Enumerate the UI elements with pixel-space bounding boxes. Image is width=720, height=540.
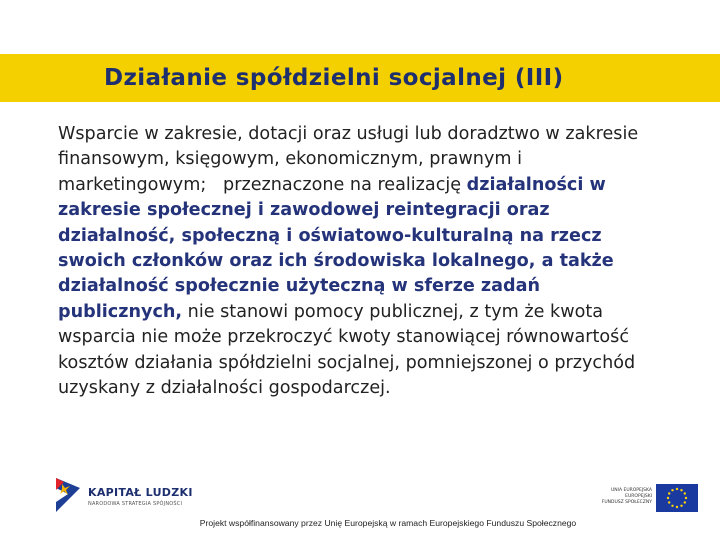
kapital-ludzki-title: KAPITAŁ LUDZKI — [88, 486, 193, 499]
eu-flag-icon — [656, 484, 698, 512]
eu-logo — [598, 482, 698, 514]
footer-note: Projekt współfinansowany przez Unię Europejską w ramach Europejskiego Funduszu Społecznego — [199, 518, 577, 528]
eu-logo-line-3: FUNDUSZ SPOŁECZNY — [601, 500, 652, 505]
kapital-ludzki-logo — [52, 476, 202, 516]
slide-title: Działanie spółdzielni socjalnej (III) — [104, 65, 564, 91]
eu-logo-line-2: EUROPEJSKI — [625, 494, 652, 499]
eu-logo-text — [592, 488, 652, 506]
body-text-highlight: działalności w zakresie społecznej i zawodowej reintegracji oraz działalność, społeczną i oświatowo-kulturalną na rzecz swoich członków oraz ich środowiska lokalnego, a także działalność społecznie użyteczną w sferze zadań publicznych, — [58, 174, 614, 322]
eu-logo-line-1: UNIA EUROPEJSKA — [611, 488, 652, 493]
kapital-ludzki-subtitle: NARODOWA STRATEGIA SPÓJNOŚCI — [88, 501, 183, 507]
title-bar — [0, 54, 720, 102]
body-text-intro: Wsparcie w zakresie, dotacji oraz usługi lub doradztwo w zakresie finansowym, księgowym, ekonomicznym, prawnym i marketingowym; przeznaczone na realizację — [58, 124, 639, 195]
slide-body — [58, 122, 658, 401]
kapital-ludzki-icon — [52, 476, 82, 514]
body-text-conclusion: nie stanowi pomocy publicznej, z tym że kwota wsparcia nie może przekroczyć kwoty stanowiącej równowartość kosztów działania spółdzielni socjalnej, pomniejszonej o przychód uzyskany z działalności gospodarczej. — [58, 301, 636, 399]
